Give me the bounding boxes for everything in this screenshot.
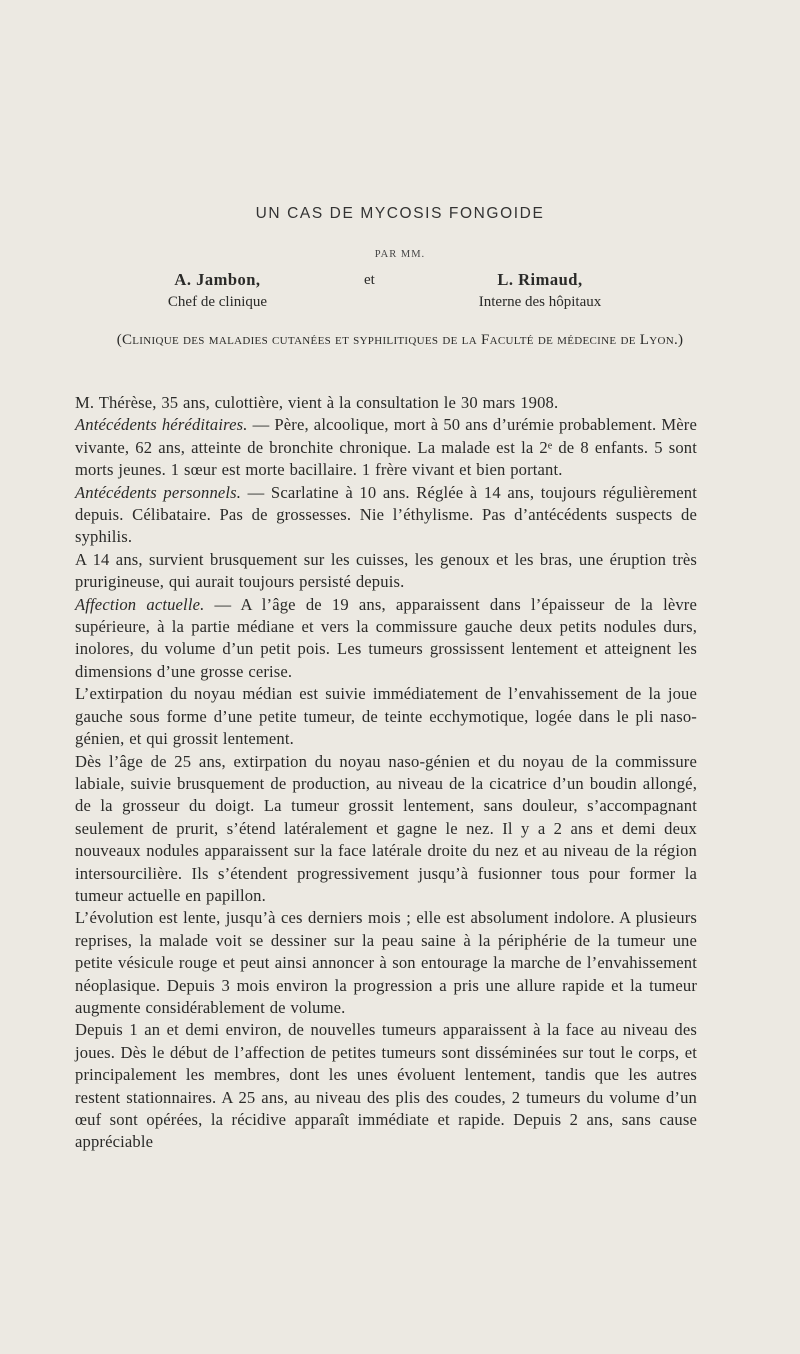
paragraph-lead: Antécédents héréditaires. [75, 415, 248, 435]
affiliation: (Clinique des maladies cutanées et syphilitiques de la Faculté de médecine de Lyon.) [116, 332, 684, 348]
paragraph [75, 751, 697, 908]
paragraph-text: — A l’âge de 19 ans, apparaissent dans l’épaisseur de la lèvre supérieure, à la partie médiane et vers la commissure gauche deux petits nodules durs, inolores, du volume d’un petit pois. Les tumeurs grossissent lentement et atteignent les dimensions d’une grosse cerise. [75, 594, 697, 681]
author-2 [440, 270, 640, 311]
author-1 [125, 270, 310, 311]
paragraph-text: L’évolution est lente, jusqu’à ces derniers mois ; elle est absolument indolore. A plusieurs reprises, la malade voit se dessiner sur la peau saine à la périphérie de la tumeur une petite vésicule rouge et peut ainsi annoncer à son entourage la marche de l’envahissement néoplasique. Depuis 3 mois environ la progression a pris une allure rapide et la tumeur augmente considérablement de volume. [75, 908, 697, 1017]
paragraph [75, 907, 697, 1019]
article-title: UN CAS DE MYCOSIS FONGOIDE [255, 205, 545, 222]
paragraph-text: M. Thérèse, 35 ans, culottière, vient à la consultation le 30 mars 1908. [75, 393, 559, 412]
paragraph [75, 1019, 697, 1153]
paragraph-text: Dès l’âge de 25 ans, extirpation du noyau naso-génien et du noyau de la commissure labiale, suivie brusquement de production, au niveau de la cicatrice d’un boudin allongé, de la grosseur du doigt. La tumeur grossit lentement, sans douleur, s’accompagnant seulement de prurit, s’étend latéralement et gagne le nez. Il y a 2 ans et demi deux nouveaux nodules apparaissent sur la face latérale droite du nez et au niveau de la région intersourcilière. Ils s’étendent progressivement jusqu’à fusionner tous pour former la tumeur actuelle en papillon. [75, 751, 697, 905]
paragraph-text: Depuis 1 an et demi environ, de nouvelles tumeurs apparaissent à la face au niveau des joues. Dès le début de l’affection de petites tumeurs sont disséminées sur tout le corps, et principalement les membres, dont les unes évoluent lentement, tandis que les autres restent stationnaires. A 25 ans, au niveau des plis des coudes, 2 tumeurs du volume d’un œuf sont opérées, la récidive apparaît immédiate et rapide. Depuis 2 ans, sans cause appréciable [75, 1020, 697, 1152]
by-line: PAR MM. [374, 249, 426, 260]
paragraph [75, 594, 697, 684]
paragraph-lead: Antécédents personnels. [75, 482, 242, 502]
paragraph-text: — Père, alcoolique, mort à 50 ans d’urémie probablement. Mère vivante, 62 ans, atteinte de bronchite chronique. La malade est la 2ᵉ de 8 enfants. 5 sont morts jeunes. 1 sœur est morte bacillaire. 1 frère vivant et bien portant. [75, 415, 697, 480]
paragraph [75, 549, 697, 594]
paragraph [75, 482, 697, 549]
paragraph [75, 683, 697, 750]
article-body [75, 392, 697, 1154]
paragraph-lead: Affection actuelle. [75, 594, 205, 614]
paragraph [75, 392, 697, 414]
paragraph-text: L’extirpation du noyau médian est suivie immédiatement de l’envahissement de la joue gauche sous forme d’une petite tumeur, de teinte ecchymotique, logée dans le pli naso-génien, et qui grossit lentement. [75, 684, 697, 749]
paragraph [75, 414, 697, 481]
author-name: A. Jambon, [174, 270, 261, 289]
author-role: Chef de clinique [167, 294, 268, 310]
paragraph-text: — Scarlatine à 10 ans. Réglée à 14 ans, toujours régulièrement depuis. Célibataire. Pas de grossesses. Nie l’éthylisme. Pas d’antécédents suspects de syphilis. [75, 482, 697, 547]
paragraph-text: A 14 ans, survient brusquement sur les cuisses, les genoux et les bras, une éruption très prurigineuse, qui aurait toujours persisté depuis. [75, 549, 697, 592]
author-role: Interne des hôpitaux [478, 294, 602, 310]
author-conjunction: et [364, 272, 375, 288]
author-name: L. Rimaud, [497, 270, 583, 289]
